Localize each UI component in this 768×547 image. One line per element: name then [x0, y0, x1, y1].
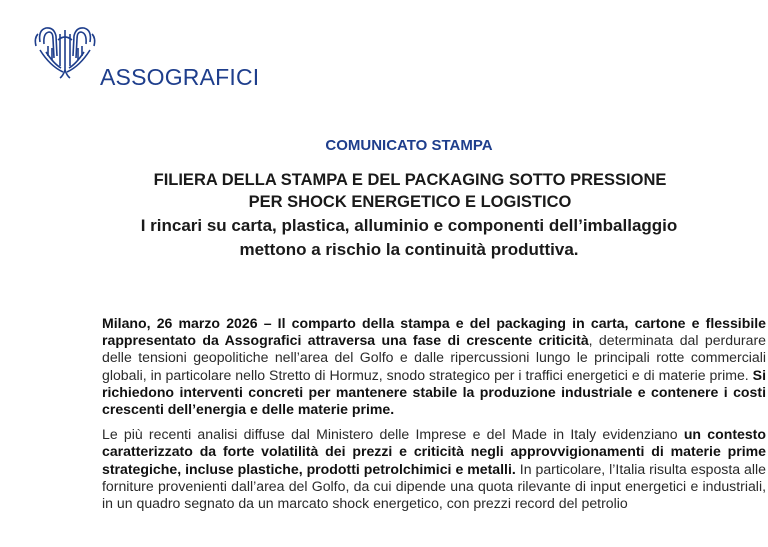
- paragraph-1-text: , determinata dal perdurare delle tensioni geopolitiche nell’area del Golfo e dalle ripercussioni lungo le principali rotte commerciali globali, in particolare nello Stretto di Hormuz, snodo strategico per i traffici energetici e di materie prime.: [102, 332, 766, 383]
- paragraph-2-tail: In particolare, l’Italia risulta esposta alle forniture provenienti dall’area del Golfo, da cui dipende una quota rilevante di input energetici e industriali, in un quadro segnato da un marcato shock energetico, con prezzi record del petrolio: [102, 460, 766, 512]
- paragraph-1-tail: Si richiedono interventi concreti per mantenere stabile la produzione industriale e contenere i costi crescenti dell’energia e delle materie prime.: [102, 366, 766, 418]
- paragraph-1: [102, 315, 766, 418]
- eagle-logo-icon: [30, 22, 100, 82]
- paragraph-2-highlight: un contesto caratterizzato da forte volatilità dei prezzi e criticità negli approvvigionamenti di materie prime strategiche, incluse plastiche, prodotti petrolchimici e metalli.: [102, 426, 766, 477]
- title-line-2: PER SHOCK ENERGETICO E LOGISTICO: [248, 193, 572, 211]
- title-line-1: FILIERA DELLA STAMPA E DEL PACKAGING SOTTO PRESSIONE: [153, 171, 667, 189]
- paragraph-1-lead: Milano, 26 marzo 2026 – Il comparto della stampa e del packaging in carta, cartone e flessibile rappresentato da Assografici attraversa una fase di crescente criticità: [102, 315, 766, 349]
- kicker-label: COMUNICATO STAMPA: [325, 137, 493, 154]
- press-release-body: [102, 315, 766, 520]
- press-release-header: [0, 136, 768, 261]
- assografici-logo: [30, 22, 260, 92]
- paragraph-2: [102, 426, 766, 512]
- subtitle-line-2: mettono a rischio la continuità produttiva.: [239, 240, 579, 259]
- brand-name: ASSOGRAFICI: [100, 64, 260, 90]
- paragraph-2-text: Le più recenti analisi diffuse dal Ministero delle Imprese e del Made in Italy evidenziano: [102, 426, 684, 443]
- subtitle-line-1: I rincari su carta, plastica, alluminio e componenti dell’imballaggio: [140, 216, 678, 235]
